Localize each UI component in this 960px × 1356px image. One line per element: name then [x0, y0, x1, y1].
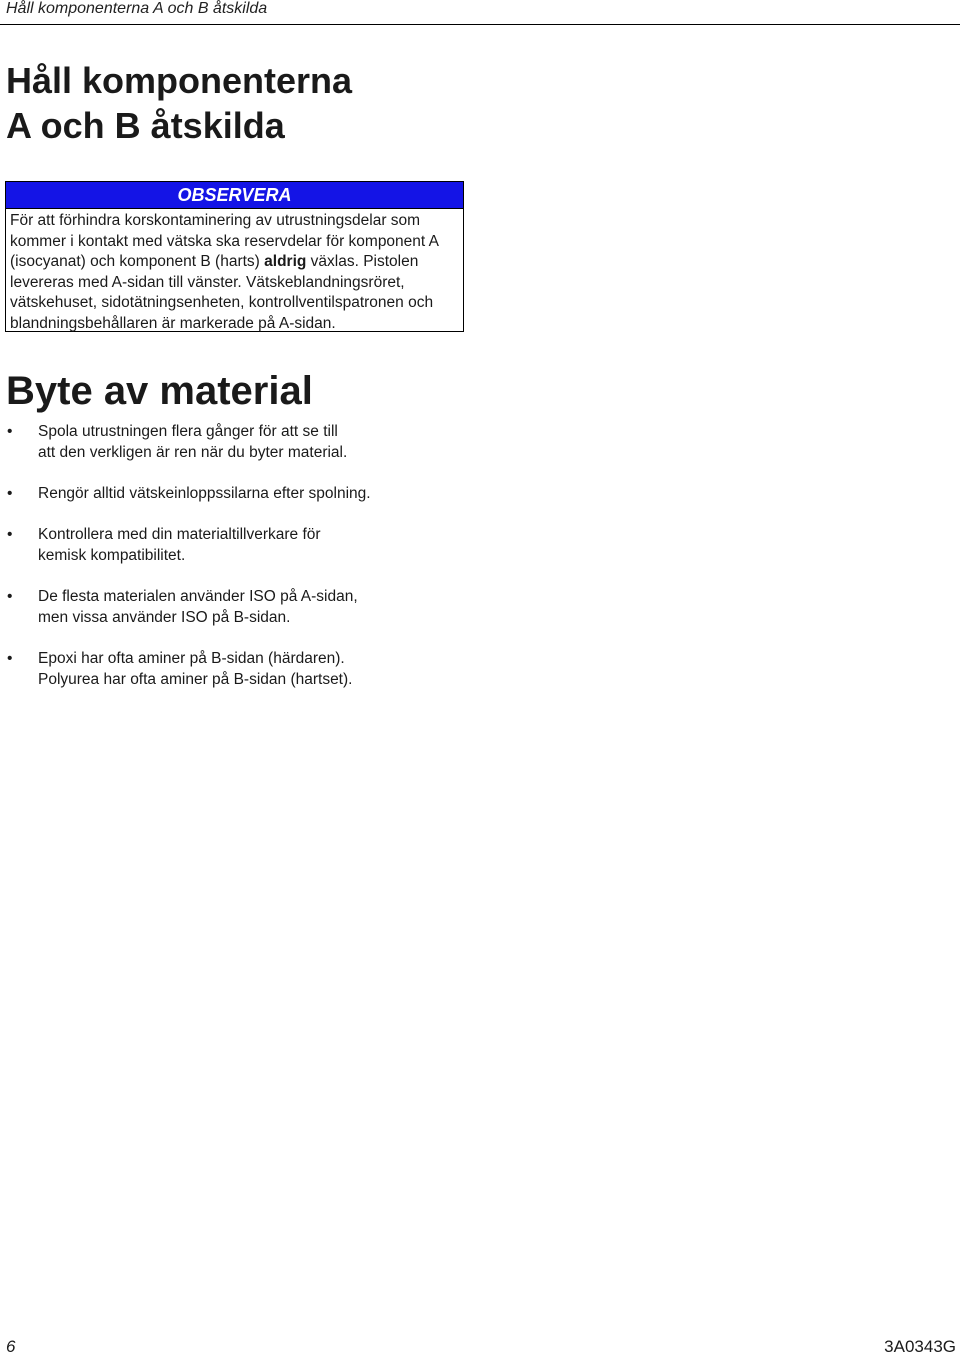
- bullet-icon: •: [7, 423, 13, 440]
- list-item-line: Kontrollera med din materialtillverkare för: [38, 526, 321, 543]
- list-item-line: kemisk kompatibilitet.: [38, 547, 186, 564]
- document-code: 3A0343G: [884, 1337, 956, 1356]
- page-number: 6: [6, 1337, 16, 1356]
- list-item-line: De flesta materialen använder ISO på A-sidan,: [38, 588, 358, 605]
- bullet-icon: •: [7, 650, 13, 667]
- bullet-icon: •: [7, 588, 13, 605]
- bullet-icon: •: [7, 485, 13, 502]
- list-item-line: att den verkligen är ren när du byter material.: [38, 444, 348, 461]
- page-title: [6, 58, 352, 148]
- notice-text-after: växlas. Pistolen levereras med A-sidan till vänster. Vätskeblandningsröret, vätskehuset, sidotätningsenheten, kontrollventilspatronen och blandningsbehållaren är markerade på A-sidan.: [10, 253, 434, 332]
- notice-text-before: För att förhindra korskontaminering av utrustningsdelar som kommer i kontakt med vätska ska reservdelar för komponent A (isocyanat) och komponent B (harts): [10, 212, 439, 270]
- bullet-list: [0, 421, 500, 710]
- section-title: Byte av material: [6, 369, 313, 413]
- list-item: [0, 524, 500, 566]
- running-header: Håll komponenterna A och B åtskilda: [6, 0, 268, 17]
- notice-heading: OBSERVERA: [6, 182, 463, 209]
- list-item: [0, 648, 500, 690]
- bullet-icon: •: [7, 526, 13, 543]
- list-item-line: men vissa använder ISO på B-sidan.: [38, 609, 291, 626]
- list-item: [0, 586, 500, 628]
- page-title-line-1: Håll komponenterna: [6, 60, 353, 101]
- notice-bold-word: aldrig: [264, 253, 307, 270]
- notice-body: [6, 209, 463, 334]
- notice-box: [5, 181, 464, 332]
- header-rule: [0, 24, 960, 25]
- list-item-line: Rengör alltid vätskeinloppssilarna efter spolning.: [38, 485, 371, 502]
- page-title-line-2: A och B åtskilda: [6, 105, 285, 146]
- list-item-line: Epoxi har ofta aminer på B-sidan (härdaren).: [38, 650, 345, 667]
- list-item: [0, 421, 500, 463]
- list-item-line: Polyurea har ofta aminer på B-sidan (hartset).: [38, 671, 353, 688]
- list-item-line: Spola utrustningen flera gånger för att se till: [38, 423, 338, 440]
- list-item: [0, 483, 500, 504]
